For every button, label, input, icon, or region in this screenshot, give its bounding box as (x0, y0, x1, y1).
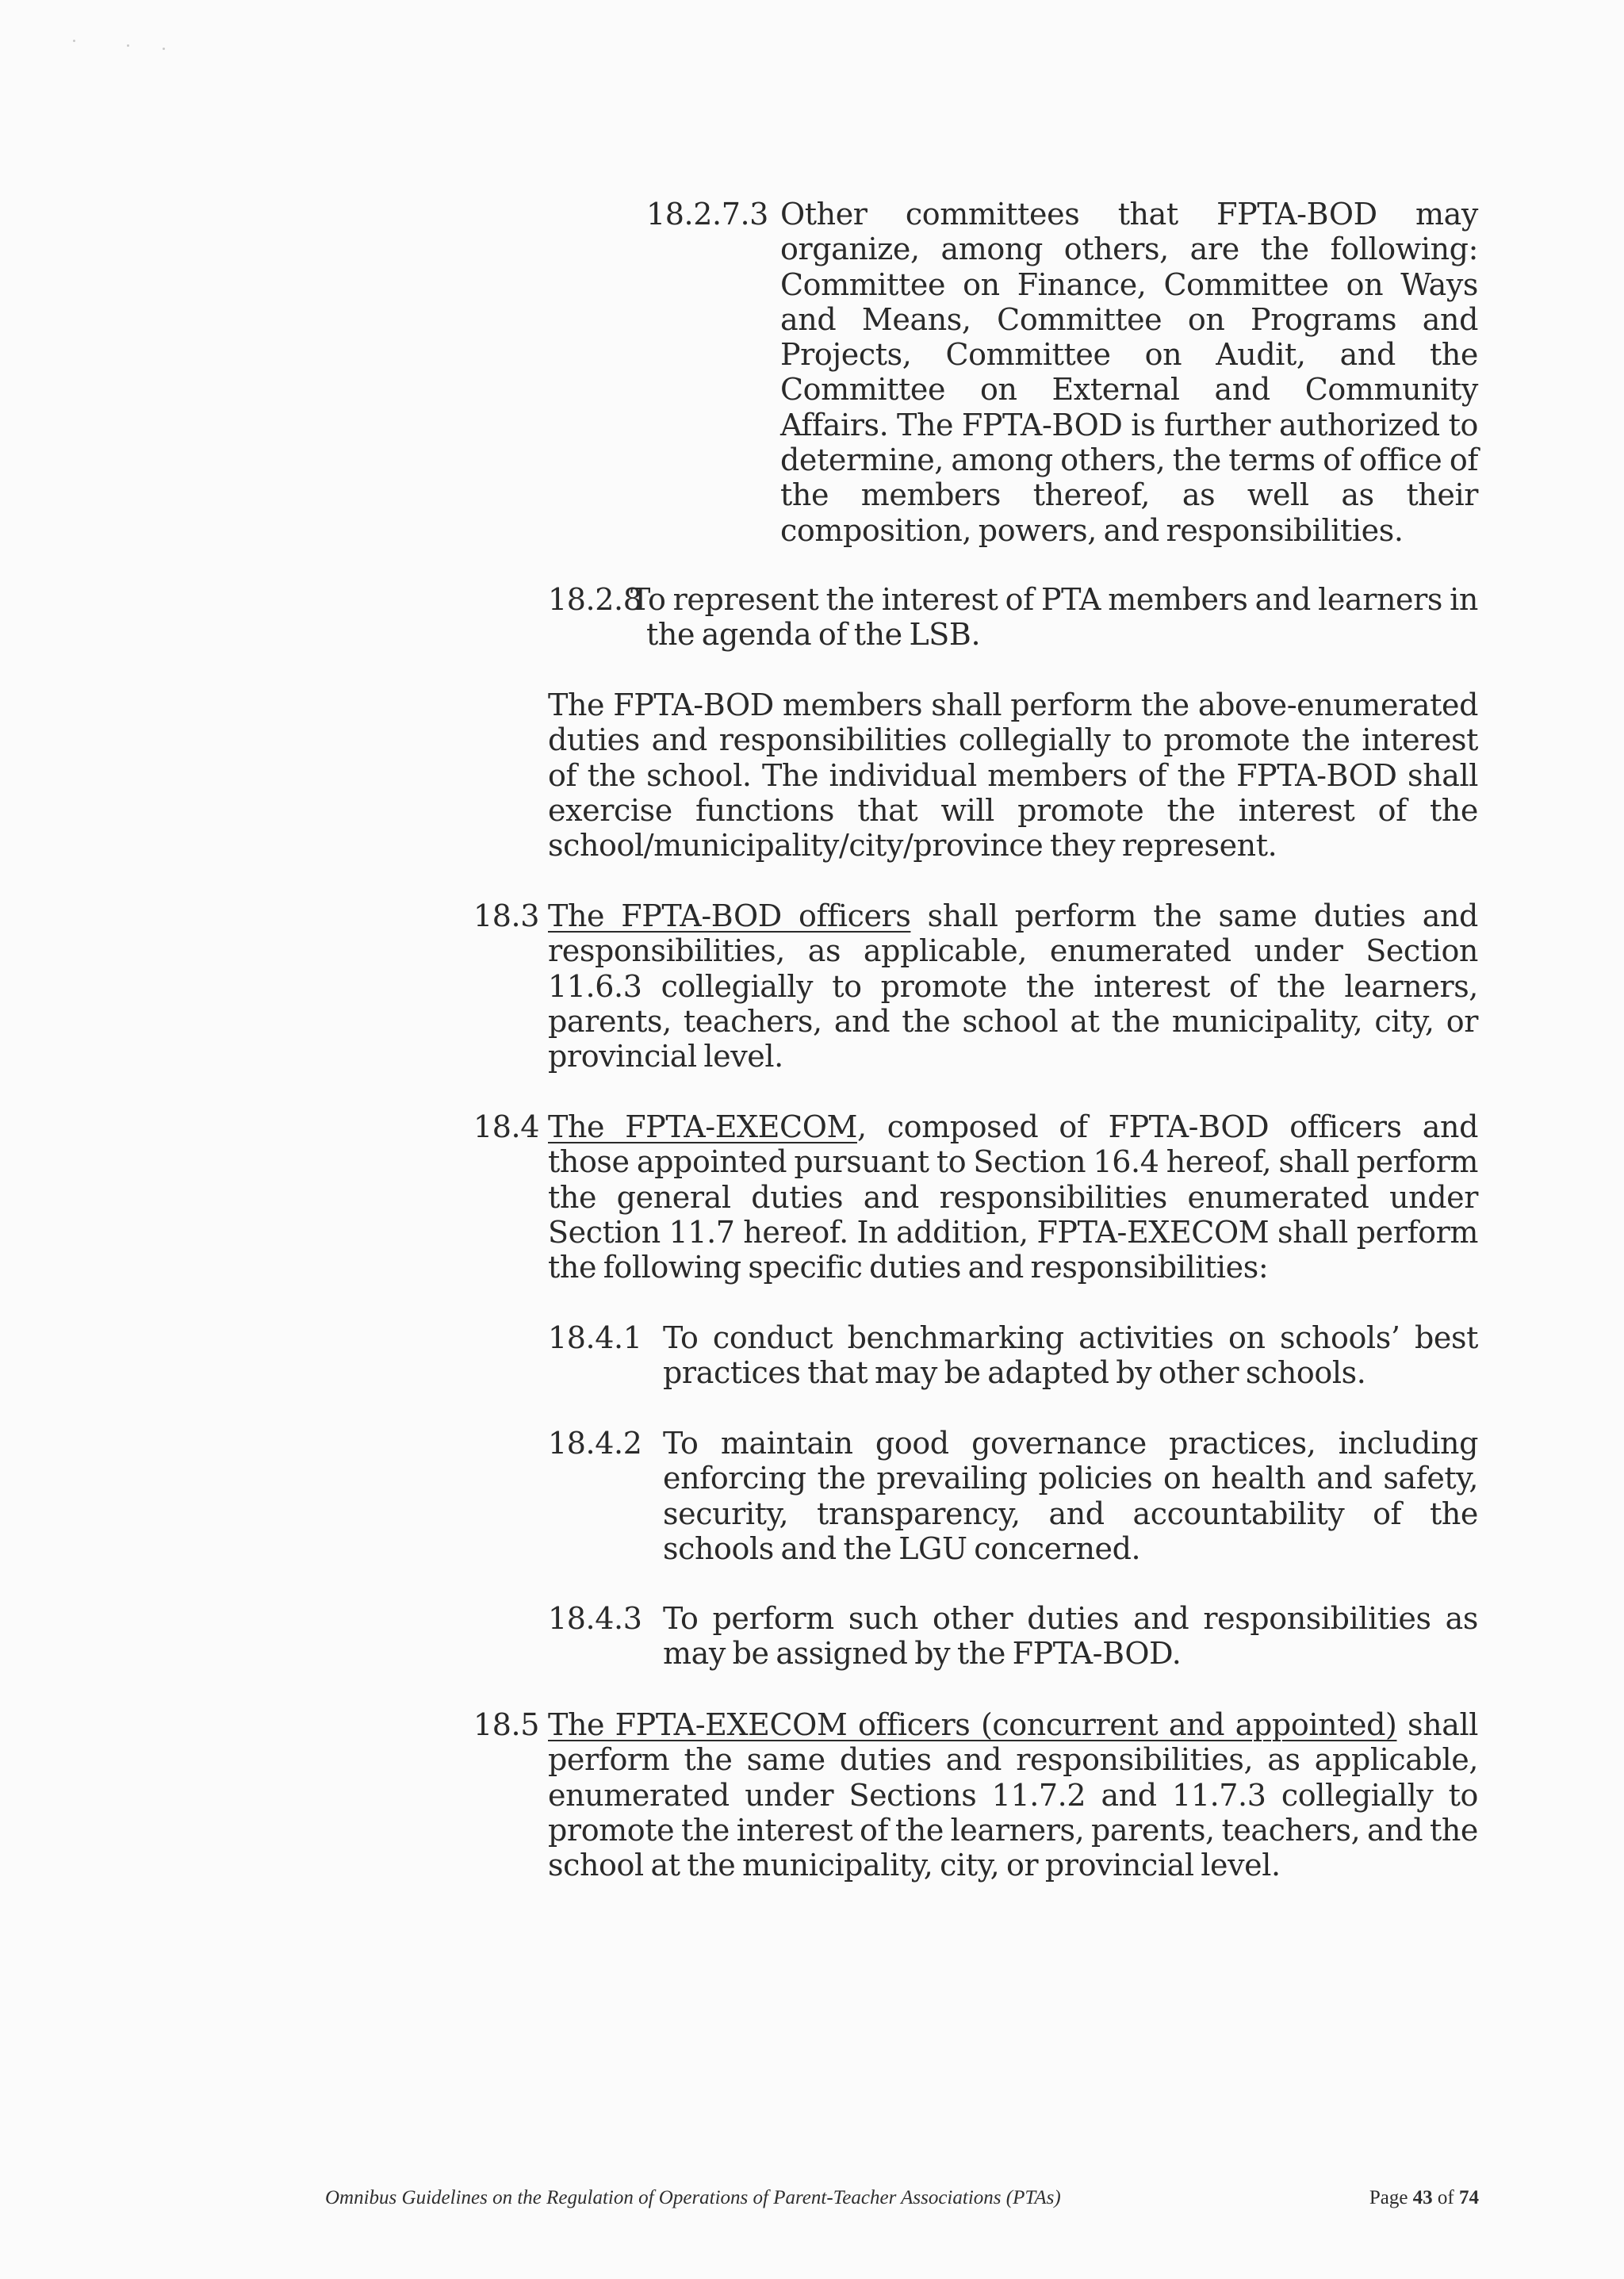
paragraph-text: The FPTA-BOD members shall perform the above-enumerated duties and responsibilities collegially to promote the interest of the school. The individual members of the FPTA-BOD shall exercise functions that will promote the interest of the school/municipality/city/province they represent. (548, 688, 1478, 864)
section-number: 18.4.2 (548, 1426, 642, 1461)
page-number: 43 (1412, 2187, 1433, 2208)
section-18-4 (0, 1109, 1624, 1292)
page-indicator (1369, 2187, 1479, 2209)
section-18-2-7-3 (0, 197, 1624, 553)
page-separator: of (1432, 2187, 1459, 2208)
page-total: 74 (1459, 2187, 1479, 2208)
section-18-3 (0, 898, 1624, 1081)
section-text: Other committees that FPTA-BOD may organize, among others, are the following: Committee on Finance, Committee on Ways and Means, Committee on Programs and Projects, Committee on Audit, and the Committee on External and Community Affairs. The FPTA-BOD is further authorized to determine, among others, the terms of office of the members thereof, as well as their composition, powers, and responsibilities. (780, 197, 1478, 548)
page-footer (325, 2187, 1479, 2219)
section-text: To represent the interest of PTA members and learners in the agenda of the LSB. (630, 582, 1478, 653)
section-body: shall perform the same duties and responsibilities, as applicable, enumerated under Section 11.6.3 collegially to promote the interest of the learners, parents, teachers, and the school at the municipality, city, or provincial level. (548, 898, 1478, 1074)
section-18-4-2 (0, 1426, 1624, 1568)
underlined-term: The FPTA-BOD officers (548, 898, 911, 933)
underlined-term: The FPTA-EXECOM officers (concurrent and appointed) (548, 1707, 1397, 1742)
section-text: To perform such other duties and responsibilities as may be assigned by the FPTA-BOD. (663, 1601, 1478, 1672)
section-number: 18.5 (473, 1707, 540, 1742)
section-body: , composed of FPTA-BOD officers and those appointed pursuant to Section 16.4 hereof, shall perform the general duties and responsibilities enumerated under Section 11.7 hereof. In addition, FPTA-EXECOM shall perform the following specific duties and responsibilities: (548, 1109, 1478, 1285)
section-number: 18.2.7.3 (646, 197, 768, 232)
section-number: 18.2.8 (548, 582, 642, 617)
footer-title: Omnibus Guidelines on the Regulation of Operations of Parent-Teacher Associations (PTAs) (325, 2187, 1061, 2208)
section-text: To maintain good governance practices, including enforcing the prevailing policies on health and safety, security, transparency, and accountability of the schools and the LGU concerned. (663, 1426, 1478, 1566)
section-number: 18.4.1 (548, 1320, 642, 1355)
section-body: shall perform the same duties and responsibilities, as applicable, enumerated under Sections 11.7.2 and 11.7.3 collegially to promote the interest of the learners, parents, teachers, and the school at the municipality, city, or provincial level. (548, 1707, 1478, 1883)
section-number: 18.4.3 (548, 1601, 642, 1636)
collegial-paragraph (0, 688, 1624, 870)
section-text: To conduct benchmarking activities on schools’ best practices that may be adapted by other schools. (663, 1320, 1478, 1391)
section-text (548, 1707, 1478, 1883)
section-18-4-1 (0, 1320, 1624, 1392)
section-text (548, 1109, 1478, 1285)
scan-speck (163, 48, 165, 50)
section-text (548, 898, 1478, 1074)
section-number: 18.4 (473, 1109, 540, 1144)
section-18-5 (0, 1707, 1624, 1890)
section-18-4-3 (0, 1601, 1624, 1672)
section-number: 18.3 (473, 898, 540, 933)
underlined-term: The FPTA-EXECOM (548, 1109, 857, 1144)
scan-speck (73, 40, 75, 42)
page-prefix: Page (1369, 2187, 1413, 2208)
scan-speck (127, 44, 129, 47)
section-18-2-8 (0, 582, 1624, 653)
